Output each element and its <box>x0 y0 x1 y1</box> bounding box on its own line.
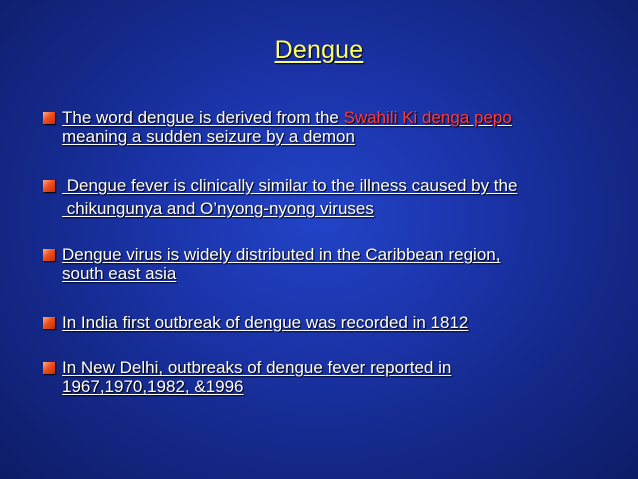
square-bullet-icon <box>43 317 55 329</box>
bullet-text <box>62 245 500 283</box>
bullet-text-line: south east asia <box>62 264 177 283</box>
bullet-text <box>62 176 517 218</box>
bullet-text-line: meaning a sudden seizure by a demon <box>62 127 355 146</box>
bullet-text-line: Dengue virus is widely distributed in the Caribbean region, <box>62 245 501 264</box>
bullet-text-line: Dengue fever is clinically similar to the illness caused by the <box>62 176 518 195</box>
square-bullet-icon <box>43 180 55 192</box>
square-bullet-icon <box>43 362 55 374</box>
bullet-text <box>62 358 451 396</box>
bullet-text-line: chikungunya and O’nyong-nyong viruses <box>62 199 374 218</box>
bullet-text <box>62 313 468 332</box>
highlighted-term: Swahili Ki denga pepo <box>343 108 512 127</box>
square-bullet-icon <box>43 112 55 124</box>
bullet-text-line: In India first outbreak of dengue was recorded in 1812 <box>62 313 469 332</box>
bullet-text-line: In New Delhi, outbreaks of dengue fever reported in <box>62 358 452 377</box>
bullet-text-part: The word dengue is derived from the <box>62 108 344 127</box>
slide-title: Dengue <box>274 36 364 64</box>
bullet-text-line: 1967,1970,1982, &1996 <box>62 377 244 396</box>
square-bullet-icon <box>43 249 55 261</box>
bullet-text <box>62 108 512 146</box>
